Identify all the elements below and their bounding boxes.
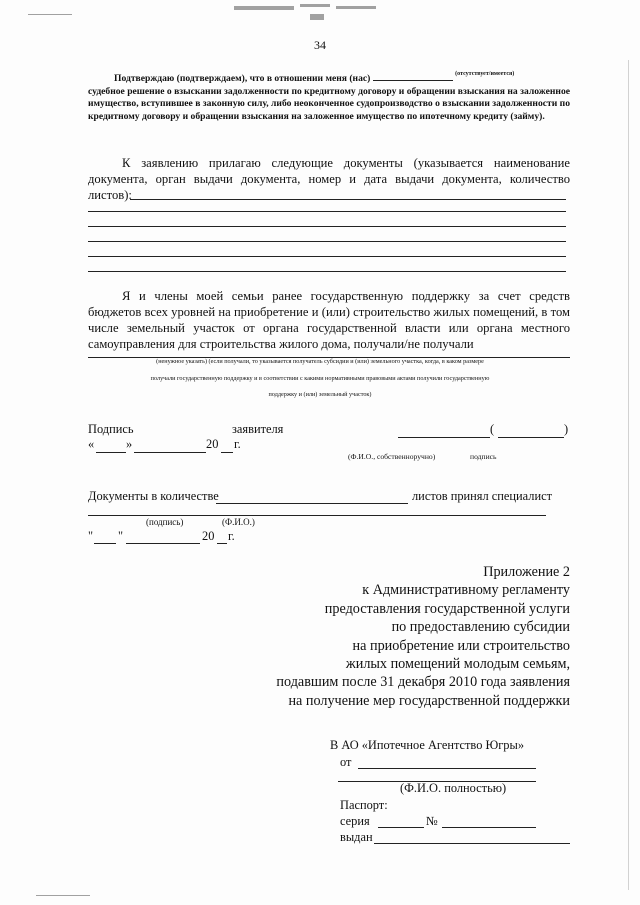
docs-year-suffix: г. bbox=[228, 529, 235, 543]
passport-series-label: серия bbox=[340, 814, 370, 828]
date-year-line bbox=[221, 452, 233, 453]
docs-month-line bbox=[126, 543, 200, 544]
support-note-2: получали государственную поддержку и в соответствии с какими нормативными правовыми актами получили государственную bbox=[150, 375, 490, 382]
date-quote-open: « bbox=[88, 437, 95, 451]
docs-year-prefix: 20 bbox=[202, 529, 215, 543]
scan-artifact bbox=[234, 6, 294, 10]
date-quote-close: » bbox=[126, 437, 133, 451]
support-note-3: поддержку и (или) земельный участок) bbox=[268, 391, 372, 398]
paren-close: ) bbox=[564, 422, 569, 436]
appendix-line: подавшим после 31 декабря 2010 года заявления bbox=[276, 674, 570, 691]
address-from-line bbox=[358, 768, 536, 769]
date-year-prefix: 20 bbox=[206, 437, 219, 451]
confirm-lead-line bbox=[88, 73, 570, 86]
attach-line bbox=[88, 226, 566, 227]
attach-line bbox=[88, 256, 566, 257]
docs-podpis-label: (подпись) bbox=[146, 517, 184, 527]
page-number: 34 bbox=[314, 38, 326, 52]
paren-open: ( bbox=[490, 422, 495, 436]
appendix-line: к Административному регламенту bbox=[362, 582, 570, 599]
signature-line bbox=[398, 437, 490, 438]
attach-line bbox=[130, 199, 566, 200]
docs-day-line bbox=[94, 543, 116, 544]
date-year-suffix: г. bbox=[234, 437, 241, 451]
date-month-line bbox=[134, 452, 206, 453]
appendix-line: на получение мер государственной поддержки bbox=[288, 692, 570, 709]
attach-line bbox=[88, 271, 566, 272]
attach-line bbox=[88, 241, 566, 242]
signature-line bbox=[498, 437, 564, 438]
appendix-line: жилых помещений молодым семьям, bbox=[345, 656, 570, 673]
passport-label: Паспорт: bbox=[340, 798, 388, 812]
attach-paragraph: К заявлению прилагаю следующие документы (указывается наименование документа, орган выдачи документа, номер и дата выдачи документа, количество листов): bbox=[88, 156, 570, 202]
passport-number-line bbox=[442, 827, 536, 828]
signature-label: Подпись bbox=[88, 422, 134, 436]
attach-line bbox=[88, 211, 566, 212]
applicant-label: заявителя bbox=[232, 422, 284, 436]
docs-quote-open: " bbox=[88, 529, 94, 543]
scan-artifact bbox=[628, 60, 629, 890]
docs-fio-label: (Ф.И.О.) bbox=[222, 517, 255, 527]
appendix-header bbox=[200, 563, 570, 710]
appendix-line: на приобретение или строительство bbox=[352, 637, 570, 654]
confirm-paragraph bbox=[88, 73, 570, 123]
date-day-line bbox=[96, 452, 126, 453]
docs-label: Документы в количестве bbox=[88, 489, 219, 503]
support-note-1: (ненужное указать) (если получали, то указывается получатель субсидии и (или) земельного участка, когда, в каком размере bbox=[156, 358, 484, 365]
address-to: В АО «Ипотечное Агентство Югры» bbox=[330, 738, 525, 752]
scan-artifact bbox=[310, 14, 324, 20]
scan-artifact bbox=[300, 4, 330, 7]
status-blank bbox=[373, 80, 453, 81]
fio-label: (Ф.И.О., собственноручно) bbox=[348, 452, 436, 461]
docs-year-line bbox=[217, 543, 227, 544]
passport-series-line bbox=[378, 827, 424, 828]
passport-issued-label: выдан bbox=[340, 830, 373, 844]
docs-quote-close: " bbox=[118, 529, 124, 543]
passport-number-label: № bbox=[426, 814, 438, 828]
address-from: от bbox=[340, 755, 352, 769]
specialist-line bbox=[88, 515, 546, 516]
docs-count-line bbox=[216, 503, 408, 504]
address-fio-label: (Ф.И.О. полностью) bbox=[400, 781, 507, 795]
passport-issued-line bbox=[374, 843, 570, 844]
scan-artifact bbox=[28, 14, 72, 15]
scan-artifact bbox=[336, 6, 376, 9]
signature-hint: подпись bbox=[470, 452, 497, 461]
confirm-body: судебное решение о взыскании задолженности по кредитному договору и обращении взыскания на заложенное имущество, вступившее в законную силу, либо неоконченное судопроизводство о взыскании задолженности по кредитному договору и обращении взыскания на заложенное имущество по ипотечному кредиту (займу). bbox=[88, 86, 570, 122]
confirm-lead: Подтверждаю (подтверждаем), что в отношении меня (нас) bbox=[114, 73, 371, 84]
appendix-line: предоставления государственной услуги bbox=[324, 600, 570, 617]
status-note: (отсутствует/имеется) bbox=[455, 71, 515, 77]
docs-tail: листов принял специалист bbox=[412, 489, 553, 503]
appendix-line: по предоставлению субсидии bbox=[391, 619, 570, 636]
appendix-line: Приложение 2 bbox=[483, 564, 570, 580]
scan-artifact bbox=[36, 895, 90, 896]
support-paragraph: Я и члены моей семьи ранее государственную поддержку за счет средств бюджетов всех уровней на приобретение и (или) строительство жилых помещений, в том числе земельный участок от органа государственной власти или органа местного самоуправления для строительства жилого дома, получали/не получали bbox=[88, 289, 570, 351]
